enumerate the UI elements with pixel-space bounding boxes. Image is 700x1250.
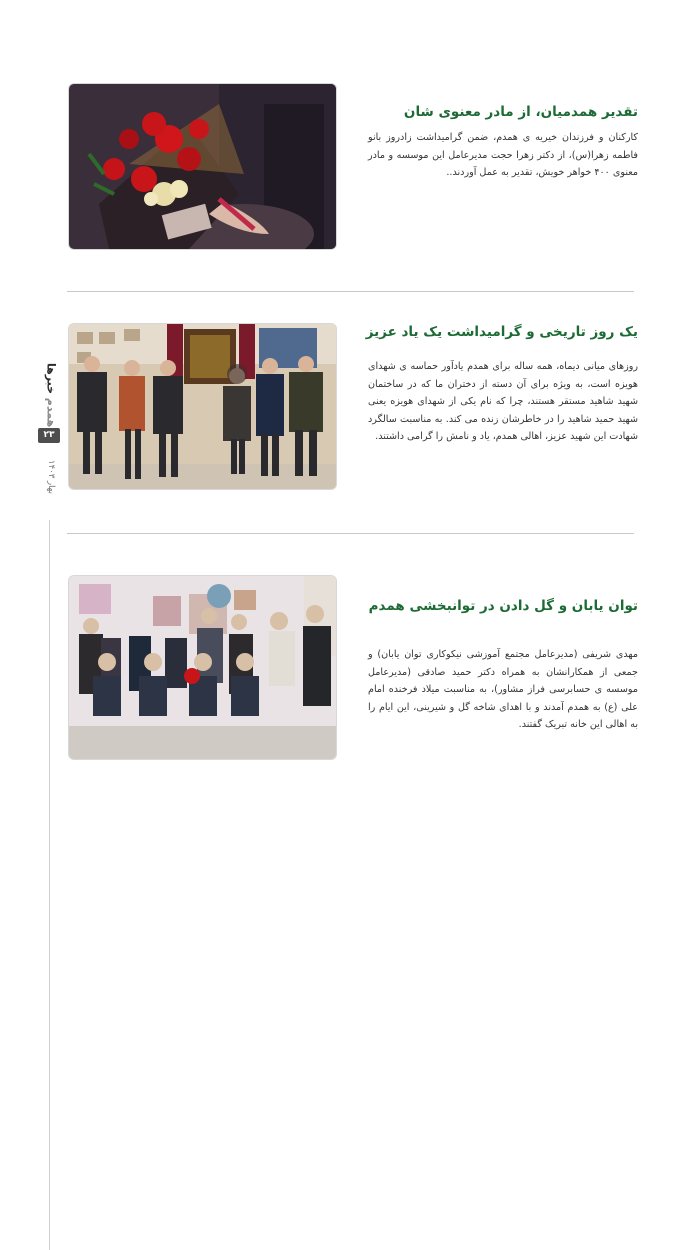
photo-tavanyaban-group	[69, 576, 336, 759]
margin-rule	[49, 520, 50, 1250]
article-title: توان یابان و گل دادن در توانبخشی همدم	[368, 598, 638, 614]
section-label: خبرها	[44, 362, 58, 395]
article-body: روزهای میانی دیماه، همه ساله برای همدم یادآور حماسه ی شهدای هویزه است، به ویژه برای آن دسته از دختران ما که در ساختمان شهید شاهید مستقر هستند، چرا که نام یکی از شهدای هویزه یعنی شهید حمید شاهید را در خاطرشان زنده می کند. به مناسبت سالگرد شهادت این شهید عزیز، اهالی همدم، یاد و نامش را گرامی داشتند.	[368, 361, 638, 442]
hamdam-logo: همدم	[44, 397, 58, 428]
page-number: ۲۳	[38, 428, 60, 443]
article-body: مهدی شریفی (مدیرعامل مجتمع آموزشی نیکوکاری توان یابان) و جمعی از همکارانشان به همراه دکتر حمید صادقی (مدیرعامل موسسه ی حسابرسی فراز مشاور)، به مناسبت میلاد فرخنده امام علی (ع) به همدم آمدند و با اهدای شاخه گل و شیرینی، این ایام را به اهالی این خانه تبریک گفتند.	[368, 649, 638, 730]
issue-label: بهار ۱۴۰۳	[46, 460, 56, 494]
page-sidebar	[34, 350, 68, 550]
article-title: یک روز تاریخی و گرامیداشت یک یاد عزیز	[365, 324, 638, 340]
article-body: کارکنان و فرزندان خیریه ی همدم، ضمن گرامیداشت زادروز بانو فاطمه زهرا(س)، از دکتر زهرا حجت مدیرعامل این موسسه و مادر معنوی ۴۰۰ خواهر خویش، تقدیر به عمل آوردند..	[368, 132, 638, 178]
article-title: تقدیر همدمیان، از مادر معنوی شان	[403, 104, 638, 120]
